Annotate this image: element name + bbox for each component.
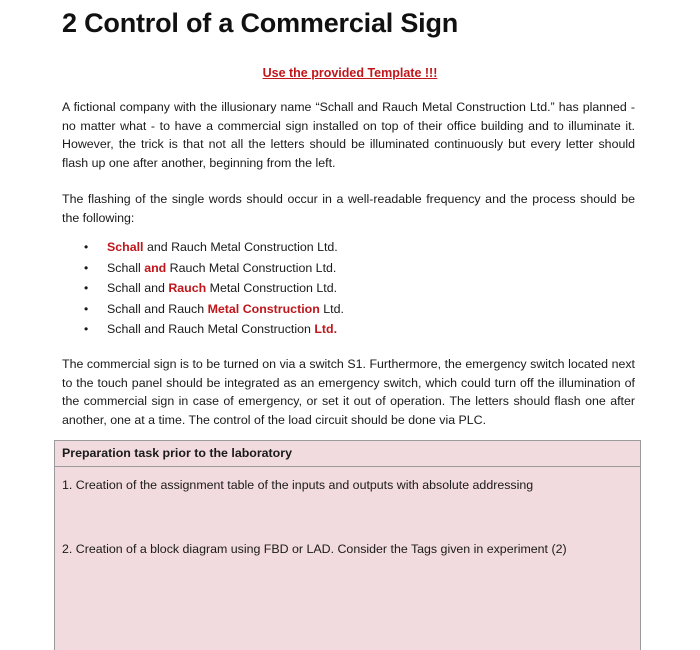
list-item (84, 299, 344, 320)
sequence-text: Metal Construction Ltd. (206, 281, 338, 295)
task-item-1: 1. Creation of the assignment table of the inputs and outputs with absolute addressing (62, 478, 534, 492)
bullet-icon: • (84, 240, 89, 254)
bullet-icon: • (84, 260, 89, 275)
list-item (84, 319, 344, 340)
flash-sequence-list (84, 237, 344, 340)
list-item (84, 237, 344, 258)
task-box-heading: Preparation task prior to the laboratory (55, 441, 640, 467)
task-item-2: 2. Creation of a block diagram using FBD or LAD. Consider the Tags given in experiment (2) (62, 542, 567, 556)
preparation-task-box (54, 440, 641, 650)
sequence-text: Schall (107, 260, 145, 275)
flashing-paragraph: The flashing of the single words should occur in a well-readable frequency and the process should be the following: (62, 192, 635, 225)
sequence-highlight: Metal Construction (207, 301, 320, 316)
switch-paragraph: The commercial sign is to be turned on via a switch S1. Furthermore, the emergency switch located next to the touch panel should be integrated as an emergency switch, which could turn off the illumination of the commercial sign in case of emergency, or set it out of operation. The letters should flash one after another, one at a time. The control of the load circuit should be done via PLC. (62, 357, 635, 427)
sequence-highlight: Ltd. (314, 322, 338, 336)
list-item (84, 278, 344, 299)
bullet-icon: • (84, 322, 89, 336)
sequence-highlight: Schall (107, 240, 144, 254)
sequence-text: Schall and Rauch Metal Construction (107, 322, 315, 336)
sequence-text: and Rauch Metal Construction Ltd. (143, 240, 338, 254)
intro-paragraph: A fictional company with the illusionary name “Schall and Rauch Metal Construction Ltd.” has planned - no matter what - to have a commercial sign installed on top of their office building and to illuminate it. However, the trick is that not all the letters should be illuminated continuously but every letter should flash up one after another, beginning from the left. (62, 100, 635, 170)
template-note: Use the provided Template !!! (262, 66, 438, 80)
sequence-text: Ltd. (319, 301, 344, 316)
section-title: 2 Control of a Commercial Sign (62, 8, 459, 38)
sequence-highlight: and (144, 260, 167, 275)
list-item (84, 258, 344, 279)
bullet-icon: • (84, 301, 89, 316)
sequence-text: Schall and Rauch (107, 301, 208, 316)
sequence-text: Schall and (107, 281, 169, 295)
bullet-icon: • (84, 281, 89, 295)
sequence-highlight: Rauch (168, 281, 207, 295)
sequence-text: Rauch Metal Construction Ltd. (166, 260, 337, 275)
